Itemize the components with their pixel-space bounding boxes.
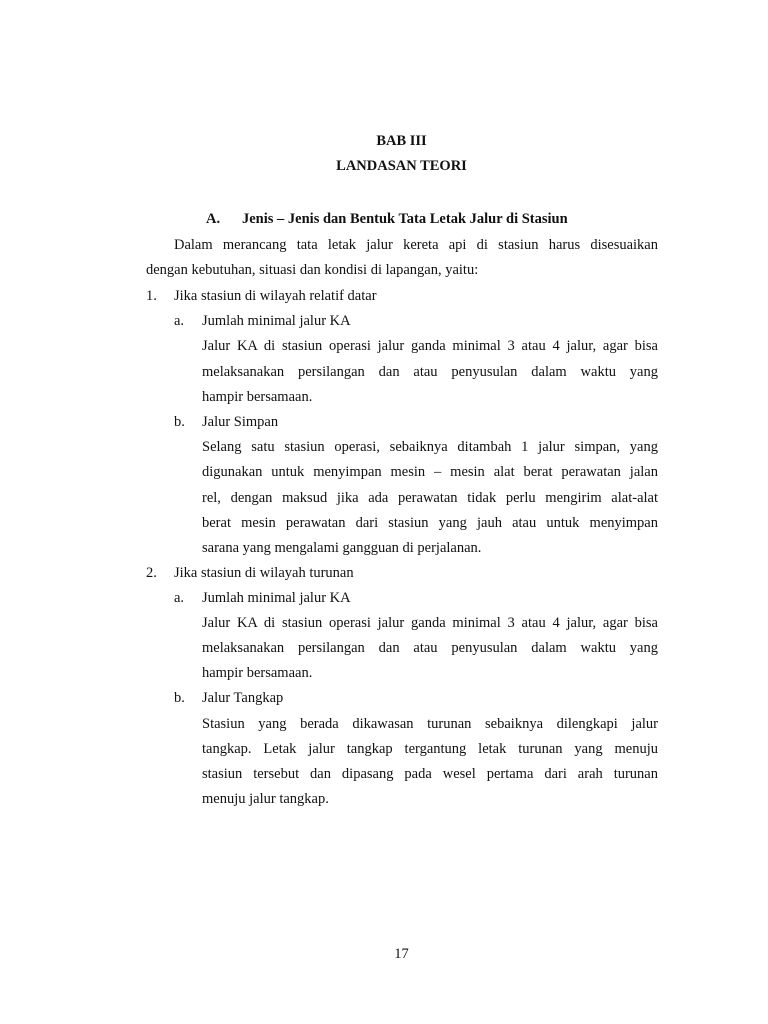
item-2-number: 2. [146, 565, 157, 581]
item-2b-line: Stasiun yang berada dikawasan turunan sebaiknya dilengkapi jalur [202, 716, 658, 732]
item-2a-line: Jalur KA di stasiun operasi jalur ganda minimal 3 atau 4 jalur, agar bisa [202, 615, 658, 631]
item-1-number: 1. [146, 288, 157, 304]
chapter-title: LANDASAN TEORI [336, 158, 467, 174]
page-number: 17 [394, 946, 409, 962]
item-1b-line: sarana yang mengalami gangguan di perjalanan. [202, 540, 482, 556]
item-2b-line: stasiun tersebut dan dipasang pada wesel pertama dari arah turunan [202, 766, 658, 782]
item-1b-line: Selang satu stasiun operasi, sebaiknya ditambah 1 jalur simpan, yang [202, 439, 658, 455]
item-2a-letter: a. [174, 590, 185, 606]
item-2b-letter: b. [174, 690, 185, 706]
item-2a-line: hampir bersamaan. [202, 665, 313, 681]
item-1a-line: Jalur KA di stasiun operasi jalur ganda minimal 3 atau 4 jalur, agar bisa [202, 338, 658, 354]
item-1a-line: hampir bersamaan. [202, 389, 313, 405]
item-1b-title: Jalur Simpan [202, 414, 279, 430]
section-letter: A. [206, 211, 221, 227]
item-1b-letter: b. [174, 414, 185, 430]
item-1a-letter: a. [174, 313, 185, 329]
item-2a-line: melaksanakan persilangan dan atau penyusulan dalam waktu yang [202, 640, 658, 656]
item-1b-line: berat mesin perawatan dari stasiun yang jauh atau untuk menyimpan [202, 515, 658, 531]
item-2-title: Jika stasiun di wilayah turunan [174, 565, 354, 581]
section-heading: Jenis – Jenis dan Bentuk Tata Letak Jalur di Stasiun [242, 211, 568, 227]
chapter-number: BAB III [376, 133, 427, 149]
item-2b-line: tangkap. Letak jalur tangkap tergantung letak turunan yang menuju [202, 741, 658, 757]
item-1a-title: Jumlah minimal jalur KA [202, 313, 351, 329]
item-1b-line: digunakan untuk menyimpan mesin – mesin alat berat perawatan jalan [202, 464, 658, 480]
item-1-title: Jika stasiun di wilayah relatif datar [174, 288, 377, 304]
intro-line-1: Dalam merancang tata letak jalur kereta api di stasiun harus disesuaikan [174, 237, 658, 253]
item-1b-line: rel, dengan maksud jika ada perawatan tidak perlu mengirim alat-alat [202, 490, 658, 506]
item-2b-title: Jalur Tangkap [202, 690, 284, 706]
item-1a-line: melaksanakan persilangan dan atau penyusulan dalam waktu yang [202, 364, 658, 380]
item-2b-line: menuju jalur tangkap. [202, 791, 329, 807]
intro-line-2: dengan kebutuhan, situasi dan kondisi di lapangan, yaitu: [146, 262, 479, 278]
item-2a-title: Jumlah minimal jalur KA [202, 590, 351, 606]
